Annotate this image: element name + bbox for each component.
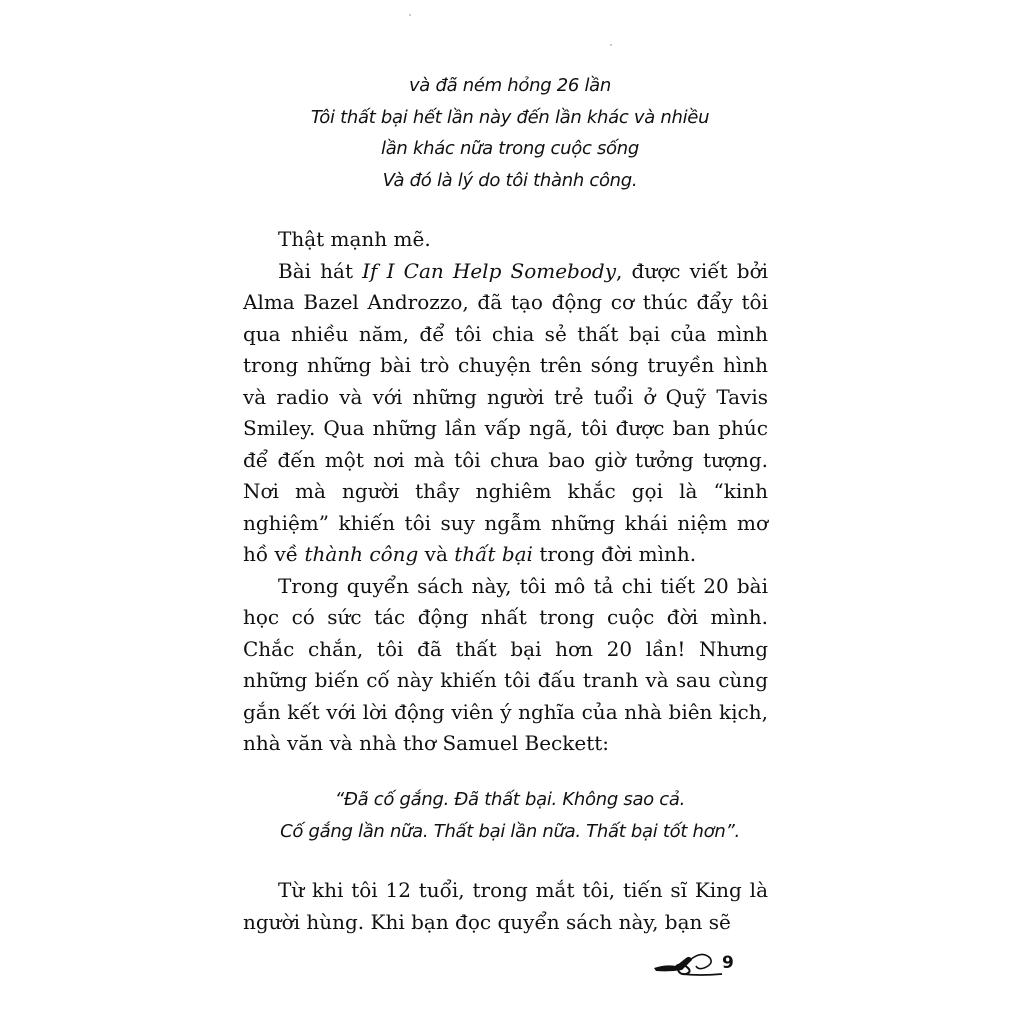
quote-line-1: “Đã cố gắng. Đã thất bại. Không sao cả. (334, 789, 686, 810)
term-failure: thất bại (454, 542, 533, 566)
paragraph-3: Trong quyển sách này, tôi mô tả chi tiết 20 bài học có sức tác động nhất trong cuộc đời mình. Chắc chắn, tôi đã thất bại hơn 20 lần! Nhưng những biến cố này khiến tôi đấu tranh và sau cùng gắn kết với lời động viên ý nghĩa của nhà biên kịch, nhà văn và nhà thơ Samuel Beckett: (243, 573, 768, 755)
tail-text (243, 874, 768, 938)
paper-speck (610, 44, 612, 46)
poem-line: Tôi thất bại hết lần này đến lần khác và nhiều (310, 106, 710, 128)
poem-line: lần khác nữa trong cuộc sống (381, 138, 639, 159)
text-run: và (418, 542, 455, 566)
paragraph-2 (243, 256, 768, 571)
paper-speck (409, 14, 411, 16)
text-run: , được viết bởi Alma Bazel Androzzo, đã tạo động cơ thúc đẩy tôi qua nhiều năm, để tôi chia sẻ thất bại của mình trong những bài trò chuyện trên sóng truyền hình và radio và với những người trẻ tuổi ở Quỹ Tavis Smiley. Qua những lần vấp ngã, tôi được ban phúc để đến một nơi mà tôi chưa bao giờ tưởng tượng. Nơi mà người thầy nghiêm khắc gọi là “kinh nghiệm” khiến tôi suy ngẫm những khái niệm mơ hồ về (243, 258, 769, 566)
paragraph-4: Từ khi tôi 12 tuổi, trong mắt tôi, tiến sĩ King là người hùng. Khi bạn đọc quyển sách này, bạn sẽ (243, 878, 768, 934)
text-run: trong đời mình. (532, 542, 697, 566)
term-success: thành công (304, 542, 419, 566)
song-title: If I Can Help Somebody (362, 258, 617, 283)
quote-line-2: Cố gắng lần nữa. Thất bại lần nữa. Thất bại tốt hơn”. (280, 821, 740, 842)
text-run: Bài hát (278, 258, 363, 283)
poem-line: và đã ném hỏng 26 lần (408, 75, 612, 96)
beckett-quote (240, 784, 780, 848)
body-text (243, 224, 768, 760)
paragraph-1: Thật mạnh mẽ. (278, 227, 431, 251)
pen-flourish-icon (652, 946, 724, 980)
poem-line: Và đó là lý do tôi thành công. (382, 169, 638, 191)
poem-block (240, 70, 780, 196)
page-number: 9 (722, 953, 734, 973)
